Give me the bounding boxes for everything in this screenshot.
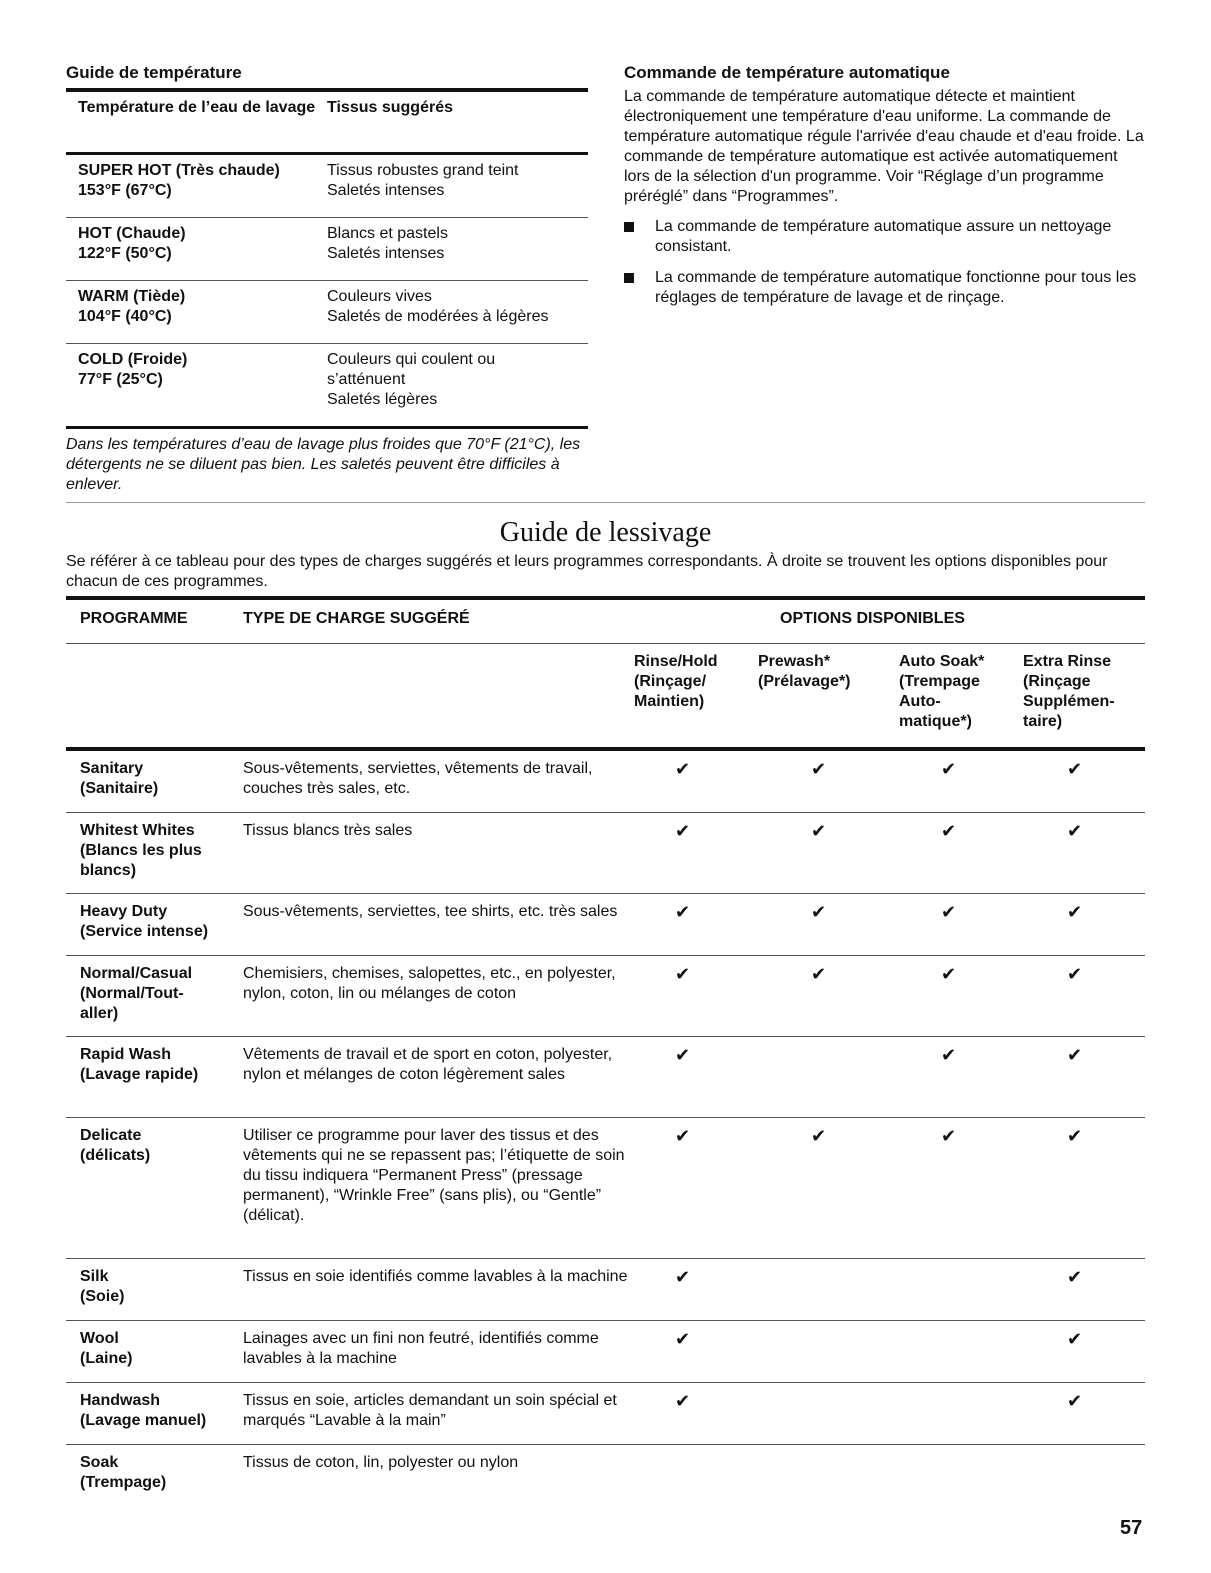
program-name-line: (Lavage manuel) <box>80 1412 207 1429</box>
option-label-line: Supplémen- <box>1023 693 1115 710</box>
program-name-line: Silk <box>80 1268 109 1285</box>
load-type-cell: Tissus blancs très sales <box>243 822 413 839</box>
option-labels-row <box>66 644 1145 747</box>
empty-option-cell <box>758 1391 899 1444</box>
option-label-line: matique*) <box>899 713 972 730</box>
fabric-line: Couleurs qui coulent ou <box>327 351 496 368</box>
empty-option-cell <box>1023 1453 1145 1506</box>
program-name-line: (Trempage) <box>80 1474 167 1491</box>
option-label <box>634 652 758 747</box>
check-icon: ✔ <box>675 964 691 984</box>
laundry-row <box>66 1259 1145 1320</box>
section-divider <box>66 502 1145 503</box>
program-name-line: aller) <box>80 1005 119 1022</box>
water-temp-header: Température de l’eau de lavage <box>78 99 316 116</box>
fabrics-header: Tissus suggérés <box>327 99 453 116</box>
options-header: OPTIONS DISPONIBLES <box>780 610 965 627</box>
check-icon: ✔ <box>811 1126 827 1146</box>
auto-temp-body: La commande de température automatique détecte et maintient électroniquement une température d'eau uniforme. La commande de température automatique régule l'arrivée d'eau chaude et d'eau froide. La commande de température automatique est activée automatiquement lors de la sélection d'un programme. Voir “Réglage d’un programme préréglé” dans “Programmes”. <box>624 88 1144 205</box>
check-icon: ✔ <box>811 964 827 984</box>
option-label-line: Prewash* <box>758 653 831 670</box>
fabrics-cell <box>327 287 588 343</box>
program-name-line: (délicats) <box>80 1147 151 1164</box>
laundry-row <box>66 751 1145 812</box>
fabric-line: Saletés de modérées à légères <box>327 308 549 325</box>
program-header: PROGRAMME <box>80 610 188 627</box>
square-bullet-icon <box>624 273 634 283</box>
temperature-value: 104°F (40°C) <box>78 308 172 325</box>
program-cell <box>66 1267 243 1320</box>
temperature-row <box>66 218 588 280</box>
program-cell <box>66 1391 243 1444</box>
fabric-line: Blancs et pastels <box>327 225 448 242</box>
program-name-line: (Blancs les plus <box>80 842 202 859</box>
option-label-line: Rinse/Hold <box>634 653 718 670</box>
check-icon: ✔ <box>1067 1126 1083 1146</box>
temperature-table <box>66 88 588 429</box>
temperature-name-cell <box>78 161 327 217</box>
load-type-cell: Utiliser ce programme pour laver des tissus et des vêtements qui ne se repassent pas; l’étiquette de soin du tissu indiquera “Permanent Press” (pressage permanent), “Wrinkle Free” (sans plis), ou “Gentle” (délicat). <box>243 1127 625 1224</box>
check-icon: ✔ <box>1067 1045 1083 1065</box>
laundry-guide-intro: Se référer à ce tableau pour des types de charges suggérés et leurs programmes correspondants. À droite se trouvent les options disponibles pour chacun de ces programmes. <box>66 553 1108 590</box>
laundry-row <box>66 1445 1145 1506</box>
program-cell <box>66 1453 243 1506</box>
check-icon: ✔ <box>1067 1329 1083 1349</box>
fabric-line: Saletés légères <box>327 391 438 408</box>
empty-option-cell <box>899 1453 1023 1506</box>
check-icon: ✔ <box>675 1391 691 1411</box>
program-cell <box>66 902 243 955</box>
option-label-line: taire) <box>1023 713 1063 730</box>
check-icon: ✔ <box>811 821 827 841</box>
program-name-line: (Normal/Tout- <box>80 985 184 1002</box>
laundry-rows <box>66 751 1145 1506</box>
temperature-row <box>66 281 588 343</box>
load-type-cell: Tissus de coton, lin, polyester ou nylon <box>243 1454 519 1471</box>
program-name-line: Sanitary <box>80 760 144 777</box>
program-name-line: Whitest Whites <box>80 822 195 839</box>
square-bullet-icon <box>624 222 634 232</box>
empty-option-cell <box>899 1329 1023 1382</box>
program-name-line: Normal/Casual <box>80 965 193 982</box>
fabric-line: Couleurs vives <box>327 288 432 305</box>
program-name-line: Soak <box>80 1454 119 1471</box>
auto-temp-title: Commande de température automatique <box>624 63 950 82</box>
page-number: 57 <box>1120 1517 1143 1539</box>
laundry-guide-title: Guide de lessivage <box>499 517 712 548</box>
program-name-line: Wool <box>80 1330 119 1347</box>
load-type-cell: Sous-vêtements, serviettes, vêtements de travail, couches très sales, etc. <box>243 760 593 797</box>
laundry-row <box>66 813 1145 893</box>
temperature-row <box>66 155 588 217</box>
load-type-cell: Tissus en soie, articles demandant un soin spécial et marqués “Lavable à la main” <box>243 1392 617 1429</box>
fabric-line: Saletés intenses <box>327 182 445 199</box>
option-label <box>1023 652 1145 747</box>
program-cell <box>66 1329 243 1382</box>
load-type-cell: Vêtements de travail et de sport en coton, polyester, nylon et mélanges de coton légèrement sales <box>243 1046 613 1083</box>
program-name-line: (Soie) <box>80 1288 125 1305</box>
program-cell <box>66 1126 243 1258</box>
laundry-row <box>66 1321 1145 1382</box>
bullet-item <box>624 268 1144 308</box>
temperature-guide <box>66 62 588 495</box>
program-name-line: blancs) <box>80 862 137 879</box>
check-icon: ✔ <box>941 1045 957 1065</box>
empty-option-cell <box>899 1267 1023 1320</box>
option-label-line: Auto- <box>899 693 941 710</box>
laundry-table-header <box>66 600 1145 643</box>
load-type-cell: Chemisiers, chemises, salopettes, etc., en polyester, nylon, coton, lin ou mélanges de coton <box>243 965 616 1002</box>
program-name-line: Rapid Wash <box>80 1046 171 1063</box>
program-cell <box>66 1045 243 1117</box>
option-label-line: (Trempage <box>899 673 980 690</box>
temperature-value: 153°F (67°C) <box>78 182 172 199</box>
empty-option-cell <box>758 1267 899 1320</box>
check-icon: ✔ <box>1067 759 1083 779</box>
laundry-row <box>66 1118 1145 1258</box>
check-icon: ✔ <box>675 1045 691 1065</box>
check-icon: ✔ <box>675 1329 691 1349</box>
laundry-row <box>66 894 1145 955</box>
fabrics-cell <box>327 350 588 426</box>
program-name-line: (Service intense) <box>80 923 209 940</box>
check-icon: ✔ <box>1067 964 1083 984</box>
program-cell <box>66 759 243 812</box>
check-icon: ✔ <box>1067 821 1083 841</box>
program-name-line: Delicate <box>80 1127 142 1144</box>
check-icon: ✔ <box>1067 1267 1083 1287</box>
option-label-line: Maintien) <box>634 693 705 710</box>
temperature-name: COLD (Froide) <box>78 351 188 368</box>
temperature-note: Dans les températures d’eau de lavage plus froides que 70°F (21°C), les détergents ne se diluent pas bien. Les saletés peuvent être difficiles à enlever. <box>66 436 581 493</box>
option-label-line: (Prélavage*) <box>758 673 851 690</box>
laundry-row <box>66 1383 1145 1444</box>
program-name-line: (Lavage rapide) <box>80 1066 199 1083</box>
temperature-name-cell <box>78 287 327 343</box>
check-icon: ✔ <box>675 1126 691 1146</box>
row-divider <box>66 426 588 429</box>
fabric-line: s’atténuent <box>327 371 406 388</box>
empty-option-cell <box>634 1453 758 1506</box>
bullet-text: La commande de température automatique fonctionne pour tous les réglages de température de lavage et de rinçage. <box>655 269 1137 306</box>
check-icon: ✔ <box>811 902 827 922</box>
laundry-table <box>66 596 1145 1506</box>
option-label-line: (Rinçage <box>1023 673 1091 690</box>
temperature-name-cell <box>78 224 327 280</box>
empty-option-cell <box>758 1329 899 1382</box>
temperature-guide-title: Guide de température <box>66 63 242 82</box>
temperature-rows <box>66 155 588 429</box>
auto-temp-bullets <box>624 217 1144 308</box>
bullet-text: La commande de température automatique assure un nettoyage consistant. <box>655 218 1112 255</box>
fabrics-cell <box>327 224 588 280</box>
temperature-value: 77°F (25°C) <box>78 371 163 388</box>
option-label <box>899 652 1023 747</box>
bullet-item <box>624 217 1144 257</box>
program-cell <box>66 964 243 1036</box>
check-icon: ✔ <box>941 821 957 841</box>
option-label-line: (Rinçage/ <box>634 673 707 690</box>
option-label-line: Auto Soak* <box>899 653 985 670</box>
check-icon: ✔ <box>675 902 691 922</box>
temperature-row <box>66 344 588 426</box>
program-name-line: Handwash <box>80 1392 161 1409</box>
program-name-line: Heavy Duty <box>80 903 168 920</box>
check-icon: ✔ <box>675 1267 691 1287</box>
fabric-line: Saletés intenses <box>327 245 445 262</box>
program-name-line: (Sanitaire) <box>80 780 159 797</box>
check-icon: ✔ <box>811 759 827 779</box>
load-type-header: TYPE DE CHARGE SUGGÉRÉ <box>243 610 470 627</box>
empty-option-cell <box>758 1045 899 1117</box>
option-label-line: Extra Rinse <box>1023 653 1112 670</box>
check-icon: ✔ <box>941 759 957 779</box>
program-cell <box>66 821 243 893</box>
empty-option-cell <box>899 1391 1023 1444</box>
check-icon: ✔ <box>1067 902 1083 922</box>
program-name-line: (Laine) <box>80 1350 133 1367</box>
laundry-row <box>66 1037 1145 1117</box>
check-icon: ✔ <box>941 964 957 984</box>
temperature-name: HOT (Chaude) <box>78 225 186 242</box>
load-type-cell: Sous-vêtements, serviettes, tee shirts, etc. très sales <box>243 903 618 920</box>
load-type-cell: Tissus en soie identifiés comme lavables à la machine <box>243 1268 628 1285</box>
temperature-name-cell <box>78 350 327 426</box>
auto-temp-section <box>624 62 1144 319</box>
fabrics-cell <box>327 161 588 217</box>
laundry-row <box>66 956 1145 1036</box>
option-label <box>758 652 899 747</box>
temperature-name: SUPER HOT (Très chaude) <box>78 162 280 179</box>
check-icon: ✔ <box>675 821 691 841</box>
temperature-value: 122°F (50°C) <box>78 245 172 262</box>
check-icon: ✔ <box>941 902 957 922</box>
check-icon: ✔ <box>1067 1391 1083 1411</box>
check-icon: ✔ <box>675 759 691 779</box>
fabric-line: Tissus robustes grand teint <box>327 162 519 179</box>
load-type-cell: Lainages avec un fini non feutré, identifiés comme lavables à la machine <box>243 1330 599 1367</box>
temperature-name: WARM (Tiède) <box>78 288 186 305</box>
temperature-table-header <box>66 92 588 152</box>
check-icon: ✔ <box>941 1126 957 1146</box>
empty-option-cell <box>758 1453 899 1506</box>
